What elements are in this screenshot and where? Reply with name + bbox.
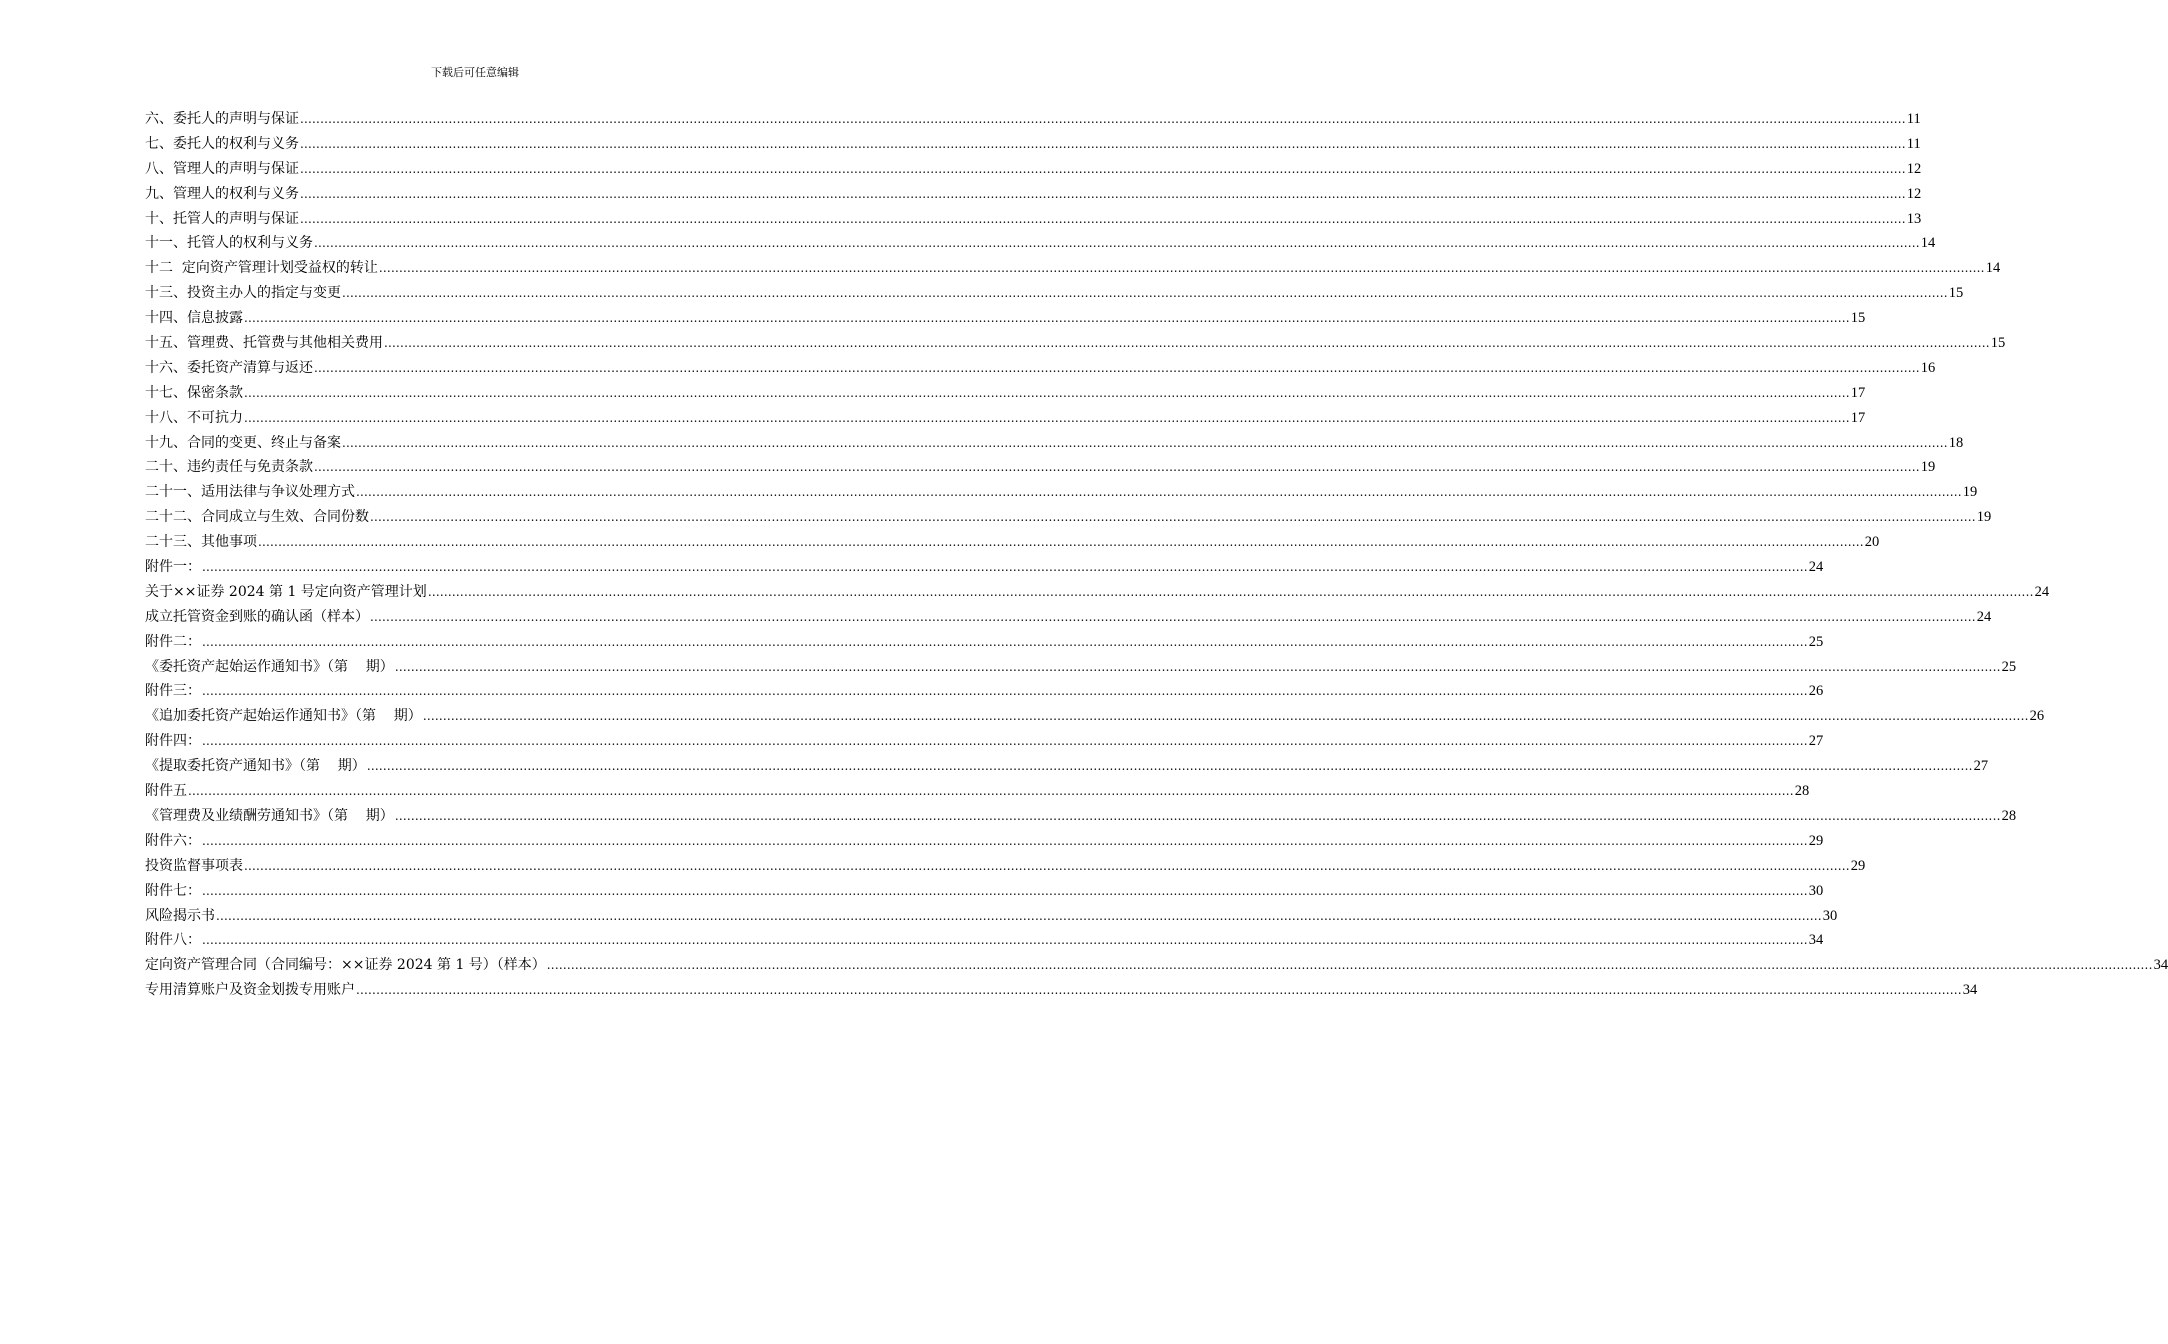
toc-entry-title: 附件一： — [145, 559, 201, 576]
toc-entry[interactable] — [145, 904, 1838, 929]
toc-entry-page-number: 24 — [1808, 559, 1824, 576]
toc-entry-title: 专用清算账户及资金划拨专用账户 — [145, 982, 355, 999]
toc-entry-title: 《委托资产起始运作通知书》（第 期） — [145, 658, 394, 675]
dot-leader: ................................................................................................................................................................................................................................................................................................................................................................................................................ — [202, 560, 1808, 575]
toc-entry[interactable] — [145, 480, 1978, 505]
toc-entry-title: 十、托管人的声明与保证 — [145, 210, 299, 227]
toc-entry-title: 附件三： — [145, 683, 201, 700]
toc-entry-page-number: 25 — [2001, 658, 2017, 675]
toc-entry-page-number: 28 — [2001, 807, 2017, 824]
toc-entry-title: 附件七： — [145, 882, 201, 899]
toc-entry-title: 十一、托管人的权利与义务 — [145, 235, 313, 252]
toc-entry-page-number: 13 — [1906, 210, 1922, 227]
dot-leader: ................................................................................................................................................................................................................................................................................................................................................................................................................ — [202, 883, 1808, 898]
toc-entry-page-number: 18 — [1948, 434, 1964, 451]
toc-entry[interactable] — [145, 381, 1866, 406]
toc-entry-page-number: 27 — [1973, 758, 1989, 775]
toc-entry-title: 《追加委托资产起始运作通知书》（第 期） — [145, 708, 422, 725]
toc-entry-page-number: 20 — [1864, 534, 1880, 551]
dot-leader: ................................................................................................................................................................................................................................................................................................................................................................................................................ — [244, 410, 1850, 425]
toc-entry-page-number: 24 — [2034, 583, 2050, 600]
toc-entry[interactable] — [145, 157, 1922, 182]
toc-entry-page-number: 16 — [1920, 359, 1936, 376]
toc-entry-page-number: 11 — [1906, 111, 1921, 127]
dot-leader: ................................................................................................................................................................................................................................................................................................................................................................................................................ — [546, 958, 2153, 973]
toc-entry[interactable] — [145, 406, 1866, 431]
dot-leader: ................................................................................................................................................................................................................................................................................................................................................................................................................ — [394, 659, 2001, 674]
dot-leader: ................................................................................................................................................................................................................................................................................................................................................................................................................ — [258, 535, 1864, 550]
toc-entry[interactable] — [145, 256, 2001, 281]
dot-leader: ................................................................................................................................................................................................................................................................................................................................................................................................................ — [300, 136, 1906, 151]
toc-entry[interactable] — [145, 431, 1964, 456]
toc-entry-title: 二十一、适用法律与争议处理方式 — [145, 484, 355, 501]
toc-entry[interactable] — [145, 779, 1810, 804]
toc-entry-page-number: 19 — [1920, 459, 1936, 476]
toc-entry[interactable] — [145, 132, 1921, 157]
toc-entry[interactable] — [145, 879, 1824, 904]
toc-entry-title: 十七、保密条款 — [145, 384, 243, 401]
toc-entry-title: 十二 定向资产管理计划受益权的转让 — [145, 260, 378, 277]
toc-entry-page-number: 30 — [1808, 882, 1824, 899]
toc-entry-page-number: 12 — [1906, 160, 1922, 177]
dot-leader: ................................................................................................................................................................................................................................................................................................................................................................................................................ — [356, 983, 1962, 998]
toc-entry-page-number: 29 — [1808, 832, 1824, 849]
toc-entry[interactable] — [145, 605, 1992, 630]
dot-leader: ................................................................................................................................................................................................................................................................................................................................................................................................................ — [244, 385, 1850, 400]
toc-entry-title: 十五、管理费、托管费与其他相关费用 — [145, 335, 383, 352]
toc-entry-page-number: 14 — [1985, 260, 2001, 277]
dot-leader: ................................................................................................................................................................................................................................................................................................................................................................................................................ — [202, 833, 1808, 848]
toc-entry-page-number: 30 — [1822, 907, 1838, 924]
toc-entry-title: 附件四： — [145, 733, 201, 750]
dot-leader: ................................................................................................................................................................................................................................................................................................................................................................................................................ — [300, 112, 1906, 126]
toc-entry-title: 成立托管资金到账的确认函（样本） — [145, 608, 369, 625]
toc-entry[interactable] — [145, 281, 1964, 306]
page-header: 下载后可任意编辑 — [431, 66, 519, 79]
dot-leader: ................................................................................................................................................................................................................................................................................................................................................................................................................ — [244, 858, 1850, 873]
dot-leader: ................................................................................................................................................................................................................................................................................................................................................................................................................ — [314, 360, 1920, 375]
toc-entry[interactable] — [145, 182, 1922, 207]
dot-leader: ................................................................................................................................................................................................................................................................................................................................................................................................................ — [422, 709, 2029, 724]
toc-entry[interactable] — [145, 356, 1936, 381]
toc-entry[interactable] — [145, 555, 1824, 580]
toc-entry-page-number: 24 — [1976, 608, 1992, 625]
toc-entry-title: 《提取委托资产通知书》（第 期） — [145, 758, 366, 775]
toc-entry-title: 十三、投资主办人的指定与变更 — [145, 285, 341, 302]
toc-entry-page-number: 26 — [2029, 708, 2045, 725]
toc-entry-page-number: 34 — [1808, 932, 1824, 949]
toc-entry[interactable] — [145, 928, 1824, 953]
toc-entry-page-number: 15 — [1948, 285, 1964, 302]
dot-leader: ................................................................................................................................................................................................................................................................................................................................................................................................................ — [202, 684, 1808, 699]
toc-entry-page-number: 11 — [1906, 135, 1921, 152]
toc-entry-title: 九、管理人的权利与义务 — [145, 185, 299, 202]
toc-entry[interactable] — [145, 107, 1921, 132]
toc-entry-title: 十八、不可抗力 — [145, 409, 243, 426]
dot-leader: ................................................................................................................................................................................................................................................................................................................................................................................................................ — [356, 485, 1962, 500]
toc-entry-title: 十四、信息披露 — [145, 310, 243, 327]
toc-entry[interactable] — [145, 953, 2168, 978]
toc-entry[interactable] — [145, 630, 1824, 655]
toc-entry[interactable] — [145, 207, 1922, 232]
dot-leader: ................................................................................................................................................................................................................................................................................................................................................................................................................ — [394, 808, 2001, 823]
toc-entry-page-number: 15 — [1850, 310, 1866, 327]
table-of-contents — [145, 107, 2168, 1003]
toc-entry[interactable] — [145, 679, 1824, 704]
toc-entry[interactable] — [145, 505, 1992, 530]
toc-entry[interactable] — [145, 530, 1880, 555]
toc-entry-page-number: 19 — [1962, 484, 1978, 501]
dot-leader: ................................................................................................................................................................................................................................................................................................................................................................................................................ — [244, 311, 1850, 326]
toc-entry[interactable] — [145, 655, 2017, 680]
toc-entry-page-number: 12 — [1906, 185, 1922, 202]
toc-entry-title: 风险揭示书 — [145, 907, 215, 924]
toc-entry[interactable] — [145, 729, 1824, 754]
toc-entry-title: 二十三、其他事项 — [145, 534, 257, 551]
toc-entry-title: 十六、委托资产清算与返还 — [145, 359, 313, 376]
dot-leader: ................................................................................................................................................................................................................................................................................................................................................................................................................ — [342, 435, 1948, 450]
toc-entry-title: 二十二、合同成立与生效、合同份数 — [145, 509, 369, 526]
toc-entry[interactable] — [145, 306, 1866, 331]
toc-entry-title: 七、委托人的权利与义务 — [145, 135, 299, 152]
toc-entry-page-number: 15 — [1990, 335, 2006, 352]
toc-entry-title: 附件六： — [145, 832, 201, 849]
toc-entry[interactable] — [145, 455, 1936, 480]
dot-leader: ................................................................................................................................................................................................................................................................................................................................................................................................................ — [314, 236, 1920, 251]
toc-entry-page-number: 26 — [1808, 683, 1824, 700]
toc-entry[interactable] — [145, 829, 1824, 854]
toc-entry[interactable] — [145, 804, 2017, 829]
toc-entry-title: 附件二： — [145, 633, 201, 650]
toc-entry-title: 八、管理人的声明与保证 — [145, 160, 299, 177]
dot-leader: ................................................................................................................................................................................................................................................................................................................................................................................................................ — [370, 510, 1976, 525]
toc-entry-title: 投资监督事项表 — [145, 857, 243, 874]
toc-entry-page-number: 34 — [1962, 982, 1978, 999]
toc-entry-title: 《管理费及业绩酬劳通知书》（第 期） — [145, 807, 394, 824]
toc-entry-page-number: 17 — [1850, 409, 1866, 426]
toc-entry[interactable] — [145, 978, 1978, 1003]
dot-leader: ................................................................................................................................................................................................................................................................................................................................................................................................................ — [300, 161, 1906, 176]
toc-entry-page-number: 28 — [1794, 783, 1810, 800]
toc-entry[interactable] — [145, 854, 1866, 879]
dot-leader: ................................................................................................................................................................................................................................................................................................................................................................................................................ — [370, 609, 1976, 624]
toc-entry-page-number: 25 — [1808, 633, 1824, 650]
toc-entry[interactable] — [145, 704, 2045, 729]
dot-leader: ................................................................................................................................................................................................................................................................................................................................................................................................................ — [202, 734, 1808, 749]
dot-leader: ................................................................................................................................................................................................................................................................................................................................................................................................................ — [366, 759, 1973, 774]
toc-entry-page-number: 14 — [1920, 235, 1936, 252]
dot-leader: ................................................................................................................................................................................................................................................................................................................................................................................................................ — [300, 211, 1906, 226]
toc-entry-title: 附件五 — [145, 783, 187, 800]
toc-entry-page-number: 29 — [1850, 857, 1866, 874]
toc-entry-page-number: 19 — [1976, 509, 1992, 526]
toc-entry-title: 附件八： — [145, 932, 201, 949]
dot-leader: ................................................................................................................................................................................................................................................................................................................................................................................................................ — [188, 784, 1794, 799]
toc-entry-page-number: 17 — [1850, 384, 1866, 401]
toc-entry-title: 十九、合同的变更、终止与备案 — [145, 434, 341, 451]
dot-leader: ................................................................................................................................................................................................................................................................................................................................................................................................................ — [384, 336, 1990, 351]
dot-leader: ................................................................................................................................................................................................................................................................................................................................................................................................................ — [378, 261, 1985, 276]
dot-leader: ................................................................................................................................................................................................................................................................................................................................................................................................................ — [314, 460, 1920, 475]
toc-entry[interactable] — [145, 754, 1989, 779]
toc-entry-title: 关于××证券 2024 第 1 号定向资产管理计划 — [145, 583, 427, 600]
dot-leader: ................................................................................................................................................................................................................................................................................................................................................................................................................ — [342, 286, 1948, 301]
dot-leader: ................................................................................................................................................................................................................................................................................................................................................................................................................ — [216, 908, 1822, 923]
toc-entry-title: 六、委托人的声明与保证 — [145, 111, 299, 127]
toc-entry[interactable] — [145, 580, 2050, 605]
toc-entry[interactable] — [145, 331, 2006, 356]
dot-leader: ................................................................................................................................................................................................................................................................................................................................................................................................................ — [202, 634, 1808, 649]
toc-entry-page-number: 34 — [2153, 957, 2168, 974]
toc-entry-page-number: 27 — [1808, 733, 1824, 750]
dot-leader: ................................................................................................................................................................................................................................................................................................................................................................................................................ — [300, 186, 1906, 201]
dot-leader: ................................................................................................................................................................................................................................................................................................................................................................................................................ — [427, 584, 2034, 599]
toc-entry[interactable] — [145, 231, 1936, 256]
toc-entry-title: 定向资产管理合同（合同编号：××证券 2024 第 1 号）（样本） — [145, 957, 546, 974]
dot-leader: ................................................................................................................................................................................................................................................................................................................................................................................................................ — [202, 933, 1808, 948]
toc-entry-title: 二十、违约责任与免责条款 — [145, 459, 313, 476]
